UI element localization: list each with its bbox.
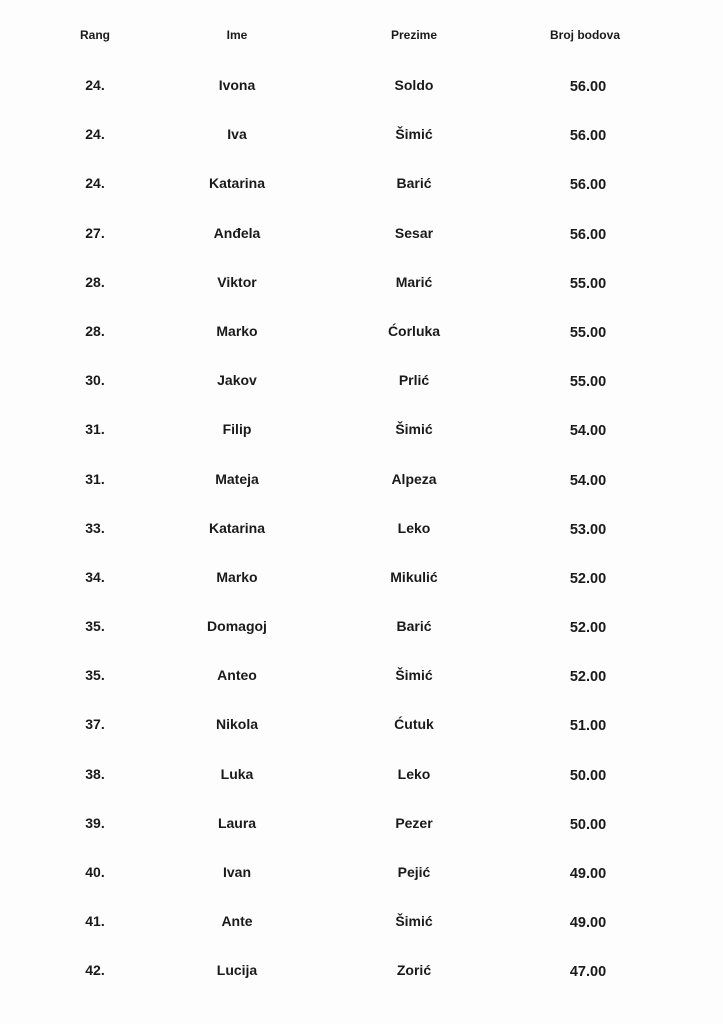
last-name-cell: Leko	[397, 519, 431, 536]
last-name-cell: Šimić	[395, 126, 433, 143]
points-cell: 55.00	[569, 374, 607, 391]
points-cell: 52.00	[569, 669, 607, 686]
table-row	[0, 121, 723, 170]
points-cell: 52.00	[569, 620, 607, 637]
table-row	[0, 269, 723, 318]
table-row	[0, 613, 723, 662]
rank-cell: 33.	[85, 519, 105, 536]
first-name-cell: Lucija	[216, 962, 258, 979]
rank-cell: 28.	[85, 322, 105, 339]
rank-cell: 39.	[85, 814, 105, 831]
first-name-cell: Katarina	[208, 519, 266, 536]
points-cell: 55.00	[569, 275, 607, 292]
table-row	[0, 908, 723, 957]
rank-cell: 30.	[85, 372, 105, 389]
first-name-cell: Marko	[216, 568, 258, 585]
table-row	[0, 859, 723, 908]
points-cell: 47.00	[569, 964, 607, 981]
last-name-cell: Barić	[396, 175, 432, 192]
first-name-cell: Jakov	[217, 372, 257, 389]
table-row	[0, 515, 723, 564]
first-name-cell: Katarina	[208, 175, 266, 192]
header-rank: Rang	[80, 28, 110, 42]
last-name-cell: Sesar	[394, 224, 434, 241]
last-name-cell: Ćorluka	[387, 322, 441, 339]
points-cell: 52.00	[569, 570, 607, 587]
points-cell: 56.00	[569, 128, 607, 145]
table-row	[0, 564, 723, 613]
last-name-cell: Zorić	[396, 962, 432, 979]
table-row	[0, 367, 723, 416]
points-cell: 50.00	[569, 767, 607, 784]
points-cell: 49.00	[569, 866, 607, 882]
rank-cell: 35.	[85, 618, 105, 635]
points-cell: 50.00	[569, 816, 607, 833]
first-name-cell: Ivona	[218, 77, 256, 93]
first-name-cell: Filip	[222, 421, 252, 438]
first-name-cell: Nikola	[215, 716, 258, 733]
table-row	[0, 662, 723, 711]
rank-cell: 31.	[85, 421, 105, 438]
first-name-cell: Ante	[221, 913, 253, 930]
first-name-cell: Ivan	[222, 864, 251, 880]
rank-cell: 38.	[85, 765, 105, 782]
table-row	[0, 318, 723, 367]
last-name-cell: Soldo	[394, 77, 434, 93]
rank-cell: 34.	[85, 568, 105, 585]
points-cell: 53.00	[569, 521, 607, 538]
last-name-cell: Leko	[397, 765, 431, 782]
rank-cell: 24.	[85, 77, 105, 93]
first-name-cell: Viktor	[217, 273, 257, 290]
table-row	[0, 957, 723, 1006]
first-name-cell: Laura	[217, 814, 257, 831]
last-name-cell: Marić	[395, 273, 433, 290]
header-last-name: Prezime	[390, 28, 438, 42]
rank-cell: 31.	[85, 470, 105, 487]
table-row	[0, 220, 723, 269]
table-row	[0, 466, 723, 515]
ranking-table-body	[0, 72, 723, 1007]
table-row	[0, 72, 723, 121]
first-name-cell: Domagoj	[207, 618, 267, 635]
last-name-cell: Pejić	[397, 864, 431, 880]
points-cell: 51.00	[569, 718, 607, 735]
first-name-cell: Mateja	[215, 470, 259, 487]
last-name-cell: Prlić	[398, 372, 430, 389]
points-cell: 54.00	[569, 423, 607, 440]
points-cell: 49.00	[569, 915, 607, 932]
table-header	[0, 28, 723, 50]
first-name-cell: Luka	[220, 765, 254, 782]
header-first-name: Ime	[226, 28, 248, 42]
rank-cell: 28.	[85, 273, 105, 290]
last-name-cell: Mikulić	[390, 568, 438, 585]
points-cell: 54.00	[569, 472, 607, 489]
rank-cell: 40.	[85, 864, 105, 880]
first-name-cell: Anđela	[213, 224, 261, 241]
header-points: Broj bodova	[549, 28, 620, 42]
last-name-cell: Šimić	[395, 913, 433, 930]
rank-cell: 27.	[85, 224, 105, 241]
first-name-cell: Anteo	[217, 667, 257, 684]
table-row	[0, 416, 723, 465]
last-name-cell: Alpeza	[391, 470, 437, 487]
points-cell: 56.00	[569, 226, 607, 243]
points-cell: 56.00	[569, 177, 607, 194]
rank-cell: 35.	[85, 667, 105, 684]
rank-cell: 41.	[85, 913, 105, 930]
table-row	[0, 810, 723, 859]
points-cell: 56.00	[569, 79, 607, 95]
last-name-cell: Šimić	[395, 421, 433, 438]
table-row	[0, 170, 723, 219]
last-name-cell: Ćutuk	[394, 716, 434, 733]
table-row	[0, 761, 723, 810]
last-name-cell: Pezer	[395, 814, 433, 831]
first-name-cell: Iva	[227, 126, 247, 143]
rank-cell: 42.	[85, 962, 105, 979]
points-cell: 55.00	[569, 324, 607, 341]
rank-cell: 24.	[85, 126, 105, 143]
rank-cell: 24.	[85, 175, 105, 192]
table-row	[0, 711, 723, 760]
first-name-cell: Marko	[216, 322, 258, 339]
rank-cell: 37.	[85, 716, 105, 733]
last-name-cell: Šimić	[395, 667, 433, 684]
last-name-cell: Barić	[396, 618, 432, 635]
